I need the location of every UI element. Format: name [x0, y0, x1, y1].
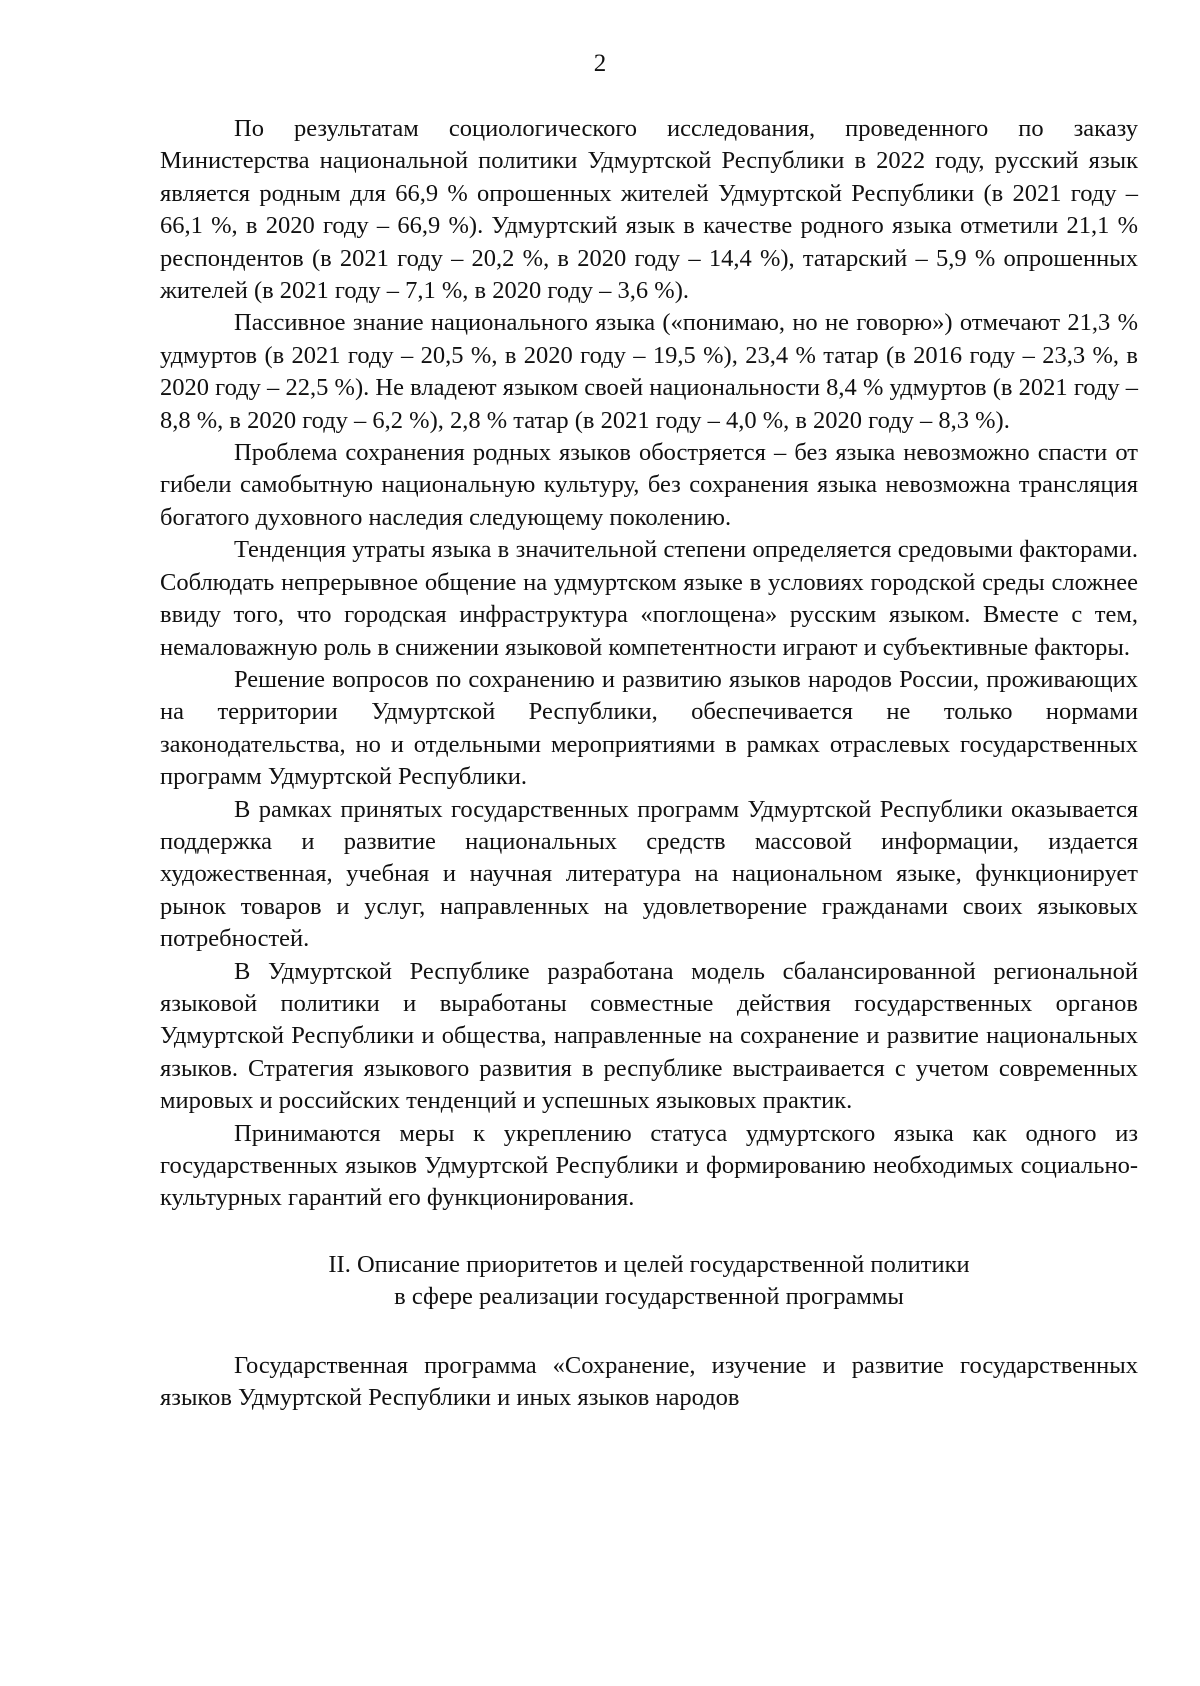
page-number: 2 — [593, 50, 607, 77]
paragraph-language-policy-model: В Удмуртской Республике разработана модель сбалансированной региональной языковой политики и выработаны совместные действия государственных органов Удмуртской Республики и общества, направленные на сохранение и развитие национальных языков. Стратегия языкового развития в республике выстраивается с учетом современных мировых и российских тенденций и успешных языковых практик. — [160, 957, 1138, 1115]
paragraph-status-strengthening: Принимаются меры к укреплению статуса удмуртского языка как одного из государственных языков Удмуртской Республики и формированию необходимых социально-культурных гарантий его функционирования. — [160, 1119, 1138, 1212]
document-body — [160, 113, 1138, 1414]
paragraph-passive-knowledge: Пассивное знание национального языка («понимаю, но не говорю») отмечают 21,3 % удмуртов (в 2021 году – 20,5 %, в 2020 году – 19,5 %), 23,4 % татар (в 2016 году – 23,3 %, в 2020 году – 22,5 %). Не владеют языком своей национальности 8,4 % удмуртов (в 2021 году – 8,8 %, в 2020 году – 6,2 %), 2,8 % татар (в 2021 году – 4,0 %, в 2020 году – 8,3 %). — [160, 309, 1138, 434]
paragraph-language-preservation-problem: Проблема сохранения родных языков обостряется – без языка невозможно спасти от гибели самобытную национальную культуру, без сохранения языка невозможна трансляция богатого духовного наследия следующему поколению. — [160, 439, 1138, 531]
paragraph-language-loss-trend: Тенденция утраты языка в значительной степени определяется средовыми факторами. Соблюдать непрерывное общение на удмуртском языке в условиях городской среды сложнее ввиду того, что городская инфраструктура «поглощена» русским языком. Вместе с тем, немаловажную роль в снижении языковой компетентности играют и субъективные факторы. — [160, 536, 1138, 661]
section-heading — [160, 1249, 1138, 1314]
section-heading-line-2: в сфере реализации государственной программы — [394, 1283, 904, 1311]
paragraph-survey-results: По результатам социологического исследования, проведенного по заказу Министерства национальной политики Удмуртской Республики в 2022 году, русский язык является родным для 66,9 % опрошенных жителей Удмуртской Республики (в 2021 году – 66,1 %, в 2020 году – 66,9 %). Удмуртский язык в качестве родного языка отметили 21,1 % респондентов (в 2021 году – 20,2 %, в 2020 году – 14,4 %), татарский – 5,9 % опрошенных жителей (в 2021 году – 7,1 %, в 2020 году – 3,6 %). — [160, 115, 1138, 305]
paragraph-state-program-intro: Государственная программа «Сохранение, изучение и развитие государственных языков Удмуртской Республики и иных языков народов — [160, 1351, 1138, 1412]
section-heading-line-1: II. Описание приоритетов и целей государственной политики — [328, 1250, 970, 1278]
paragraph-legislation: Решение вопросов по сохранению и развитию языков народов России, проживающих на территории Удмуртской Республики, обеспечивается не только нормами законодательства, но и отдельными мероприятиями в рамках отраслевых государственных программ Удмуртской Республики. — [160, 665, 1138, 791]
paragraph-state-programs: В рамках принятых государственных программ Удмуртской Республики оказывается поддержка и развитие национальных средств массовой информации, издается художественная, учебная и научная литература на национальном языке, функционирует рынок товаров и услуг, направленных на удовлетворение гражданами своих языковых потребностей. — [160, 795, 1138, 953]
